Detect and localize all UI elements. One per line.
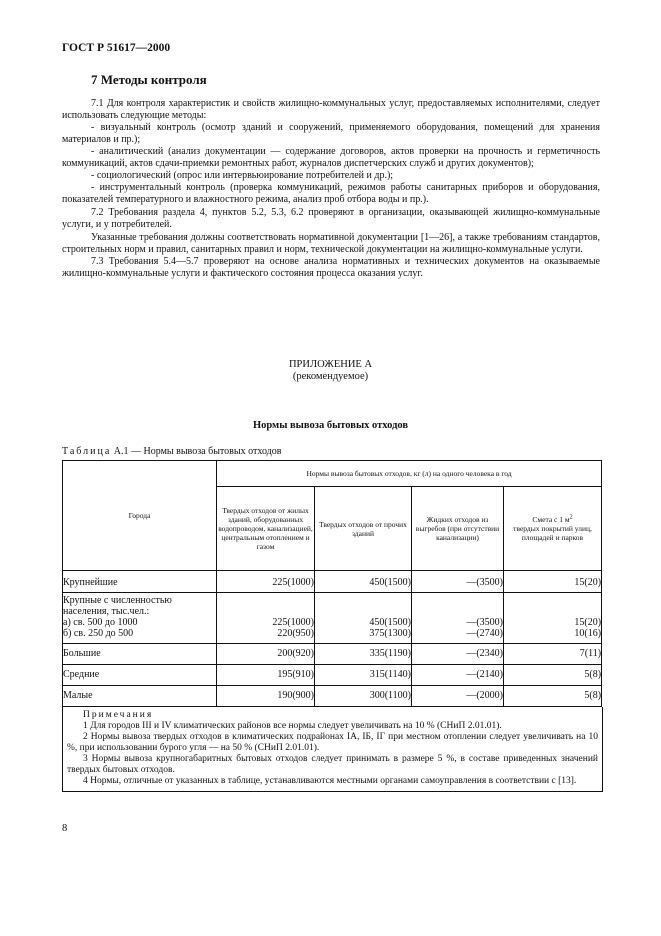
table-caption-prefix: Таблица xyxy=(62,446,112,457)
header-city: Города xyxy=(63,461,217,571)
cell-c: —(2000) xyxy=(412,686,504,707)
table-row xyxy=(63,593,602,644)
table-notes xyxy=(62,707,603,792)
value-line: —(2740) xyxy=(466,628,503,639)
header-group: Нормы вывоза бытовых отходов, кг (л) на одного человека в год xyxy=(217,461,602,487)
cell-city: Малые xyxy=(63,686,217,707)
norms-title: Нормы вывоза бытовых отходов xyxy=(252,420,409,431)
section-body xyxy=(62,98,600,280)
value-line: 10(16) xyxy=(574,628,602,639)
cell-a: 200(920) xyxy=(217,644,315,665)
city-line: б) св. 250 до 500 xyxy=(63,628,134,639)
paragraph-sociological: - социологический (опрос или интервьюирование потребителей и др.); xyxy=(91,170,394,181)
value-line: 225(1000) xyxy=(272,617,314,628)
table-caption xyxy=(62,446,281,457)
paragraph-visual-control: - визуальный контроль (осмотр зданий и сооружений, применяемого оборудования, помещений для хранения материалов и пр.); xyxy=(62,122,600,145)
paragraph-analytical: - аналитический (анализ документации — содержание договоров, актов проверки на прочность и герметичность коммуникаций, актов сдачи-приемки ремонтных работ, журналов диспетчерских служб и других документов); xyxy=(62,146,600,169)
cell-city: Большие xyxy=(63,644,217,665)
header-col-d-main: Смета с 1 м xyxy=(532,515,570,524)
value-line: 450(1500) xyxy=(369,617,411,628)
cell-c: —(3500) xyxy=(412,571,504,593)
header-col-d xyxy=(504,487,602,571)
cell-c: —(2140) xyxy=(412,665,504,686)
appendix-heading xyxy=(0,359,661,383)
cell-d xyxy=(504,593,602,644)
cell-a: 190(900) xyxy=(217,686,315,707)
norms-table xyxy=(62,460,602,707)
header-col-a: Твердых отходов от жилых зданий, оборудованных водопроводом, канализацией, центральным отоплением и газом xyxy=(217,487,315,571)
document-code-header: ГОСТ Р 51617—2000 xyxy=(62,42,171,54)
cell-b: 335(1190) xyxy=(315,644,412,665)
cell-b: 450(1500) xyxy=(315,571,412,593)
table-row xyxy=(63,571,602,593)
section-title: 7 Методы контроля xyxy=(91,72,207,87)
city-line: Крупные с численностью xyxy=(63,595,172,606)
note-item: 1 Для городов III и IV климатических районов все нормы следует увеличивать на 10 % (СНиП 2.01.01). xyxy=(83,721,502,731)
appendix-subtitle: (рекомендуемое) xyxy=(292,371,369,382)
cell-c: —(2340) xyxy=(412,644,504,665)
paragraph-7-1: 7.1 Для контроля характеристик и свойств жилищно-коммунальных услуг, предоставляемых исполнителями, следует использовать следующие методы: xyxy=(62,98,600,121)
value-line: —(3500) xyxy=(466,617,503,628)
header-col-d-rest: твердых покрытий улиц, площадей и парков xyxy=(513,524,592,542)
note-item: 4 Нормы, отличные от указанных в таблице, устанавливаются местными органами самоуправления в соответствии с [13]. xyxy=(83,776,577,786)
table-caption-text: А.1 — Нормы вывоза бытовых отходов xyxy=(111,446,282,457)
notes-title: Примечания xyxy=(83,710,154,720)
note-item: 3 Нормы вывоза крупногабаритных бытовых отходов следует принимать в размере 5 %, в составе приведенных значений твердых бытовых отходов. xyxy=(67,754,598,775)
cell-d: 5(8) xyxy=(504,665,602,686)
cell-city xyxy=(63,593,217,644)
table-row xyxy=(63,665,602,686)
norms-table-wrapper xyxy=(62,460,601,792)
value-line: 220(950) xyxy=(277,628,314,639)
cell-b: 315(1140) xyxy=(315,665,412,686)
header-col-b: Твердых отходов от прочих зданий xyxy=(315,487,412,571)
header-col-c: Жидких отходов из выгребов (при отсутствии канализации) xyxy=(412,487,504,571)
cell-d: 15(20) xyxy=(504,571,602,593)
city-line: а) св. 500 до 1000 xyxy=(63,617,138,628)
paragraph-7-3: 7.3 Требования 5.4—5.7 проверяют на основе анализа нормативных и технических документов на оказываемые жилищно-коммунальные услуги и фактического состояния процесса оказания услуг. xyxy=(62,256,600,279)
header-col-d-sup: 2 xyxy=(569,514,573,521)
paragraph-requirements: Указанные требования должны соответствовать нормативной документации [1—26], а также требованиям стандартов, строительных норм и правил, санитарных правил и норм, технической документации на жилищно-коммунальные услуги. xyxy=(62,232,600,255)
cell-city: Крупнейшие xyxy=(63,571,217,593)
cell-a: 225(1000) xyxy=(217,571,315,593)
cell-a xyxy=(217,593,315,644)
cell-d: 5(8) xyxy=(504,686,602,707)
page-number: 8 xyxy=(62,823,68,834)
table-row xyxy=(63,644,602,665)
paragraph-7-2: 7.2 Требования раздела 4, пунктов 5.2, 5.3, 6.2 проверяют в организации, оказывающей жилищно-коммунальные услуги, и у потребителей. xyxy=(62,207,600,230)
city-line: населения, тыс.чел.: xyxy=(63,606,150,617)
cell-city: Средние xyxy=(63,665,217,686)
note-item: 2 Нормы вывоза твердых отходов в климатических подрайонах IА, IБ, IГ при местном отоплении следует увеличивать на 10 %, при использовании бурого угля — на 50 % (СНиП 2.01.01). xyxy=(67,732,598,753)
cell-b: 300(1100) xyxy=(315,686,412,707)
table-row xyxy=(63,686,602,707)
cell-a: 195(910) xyxy=(217,665,315,686)
value-line: 375(1300) xyxy=(369,628,411,639)
cell-b xyxy=(315,593,412,644)
value-line: 15(20) xyxy=(574,617,602,628)
cell-d: 7(11) xyxy=(504,644,602,665)
appendix-title: ПРИЛОЖЕНИЕ А xyxy=(288,359,373,370)
cell-c xyxy=(412,593,504,644)
paragraph-instrumental: - инструментальный контроль (проверка коммуникаций, режимов работы санитарных приборов и оборудования, показателей температурного и влажностного режима, анализ проб отбора воды и пр.). xyxy=(62,182,600,205)
